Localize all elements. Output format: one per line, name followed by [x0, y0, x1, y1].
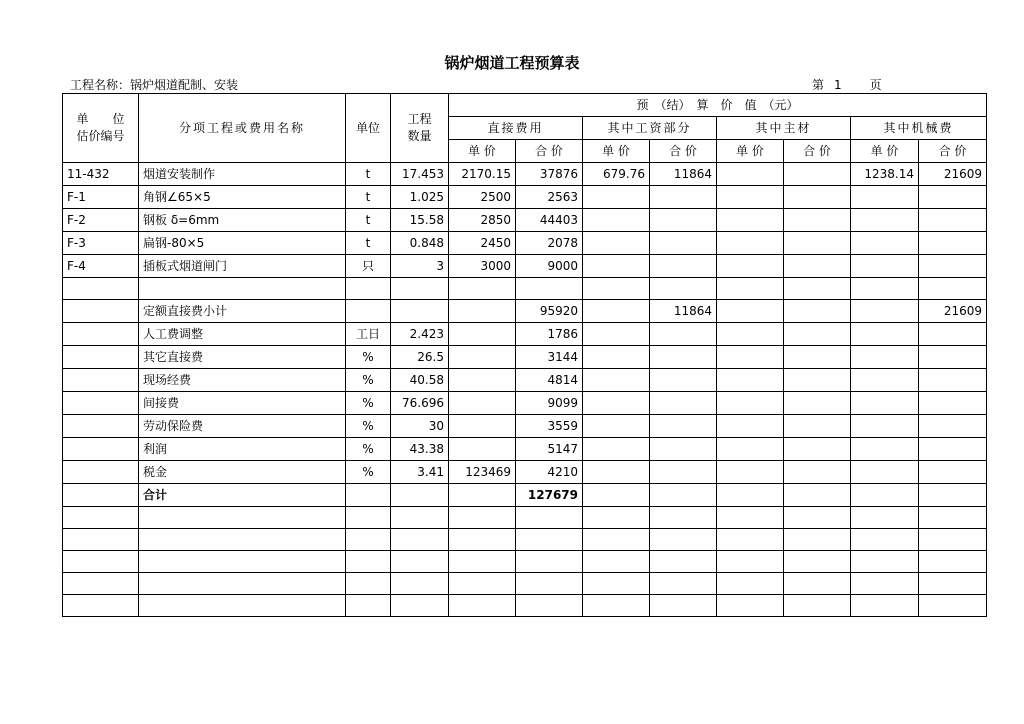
page-num: 1 [834, 78, 842, 92]
cell-code [63, 346, 139, 369]
page-label-left: 第 [812, 78, 825, 92]
cell-labor-total [650, 461, 717, 484]
document-title: 锅炉烟道工程预算表 [444, 54, 580, 72]
header-direct: 直接费用 [449, 117, 583, 140]
cell-direct-total: 3559 [516, 415, 583, 438]
cell-qty: 0.848 [391, 232, 449, 255]
table-row [63, 415, 987, 438]
cell-machine-price [851, 484, 919, 507]
cell-material-price [717, 209, 784, 232]
header-name: 分项工程或费用名称 [139, 94, 346, 163]
header-direct-total: 合 价 [516, 140, 583, 163]
cell-material-total [784, 186, 851, 209]
cell-material-price [717, 255, 784, 278]
table-row [63, 323, 987, 346]
cell-machine-total [919, 346, 987, 369]
table-row [63, 300, 987, 323]
cell-machine-total [919, 392, 987, 415]
cell-direct-total [516, 595, 583, 617]
cell-material-total [784, 529, 851, 551]
cell-machine-price [851, 415, 919, 438]
cell-direct-total: 44403 [516, 209, 583, 232]
header-labor-total: 合 价 [650, 140, 717, 163]
cell-material-total [784, 369, 851, 392]
cell-qty: 76.696 [391, 392, 449, 415]
table-row [63, 484, 987, 507]
cell-labor-total: 11864 [650, 163, 717, 186]
cell-material-total [784, 551, 851, 573]
cell-machine-total [919, 438, 987, 461]
cell-name [139, 507, 346, 529]
budget-table [62, 93, 987, 617]
cell-direct-price: 2850 [449, 209, 516, 232]
cell-name: 劳动保险费 [139, 415, 346, 438]
cell-material-total [784, 300, 851, 323]
table-row [63, 392, 987, 415]
cell-name [139, 278, 346, 300]
header-material: 其中主材 [717, 117, 851, 140]
cell-code [63, 392, 139, 415]
cell-code [63, 461, 139, 484]
cell-machine-total [919, 255, 987, 278]
cell-name: 利润 [139, 438, 346, 461]
cell-name: 税金 [139, 461, 346, 484]
cell-machine-total [919, 595, 987, 617]
cell-direct-price: 2450 [449, 232, 516, 255]
cell-machine-price: 1238.14 [851, 163, 919, 186]
cell-code [63, 529, 139, 551]
cell-direct-price: 2170.15 [449, 163, 516, 186]
header-value-group: 预 （结） 算 价 值 （元） [449, 94, 987, 117]
page-label-right: 页 [869, 78, 882, 92]
cell-direct-total [516, 507, 583, 529]
cell-direct-price [449, 484, 516, 507]
table-row [63, 529, 987, 551]
cell-machine-price [851, 438, 919, 461]
cell-unit [346, 507, 391, 529]
table-row [63, 232, 987, 255]
cell-qty [391, 573, 449, 595]
cell-material-price [717, 529, 784, 551]
cell-material-price [717, 186, 784, 209]
project-name: 工程名称：锅炉烟道配制、安装 [70, 78, 239, 92]
cell-machine-total [919, 461, 987, 484]
cell-machine-total [919, 369, 987, 392]
cell-machine-price [851, 573, 919, 595]
cell-material-total [784, 255, 851, 278]
cell-direct-price: 2500 [449, 186, 516, 209]
cell-qty: 3.41 [391, 461, 449, 484]
cell-labor-total [650, 278, 717, 300]
cell-direct-total [516, 551, 583, 573]
cell-name [139, 529, 346, 551]
cell-labor-total [650, 232, 717, 255]
cell-direct-price: 123469 [449, 461, 516, 484]
header-direct-price: 单 价 [449, 140, 516, 163]
cell-material-price [717, 507, 784, 529]
cell-unit: % [346, 461, 391, 484]
cell-unit: % [346, 392, 391, 415]
cell-machine-total: 21609 [919, 300, 987, 323]
cell-material-price [717, 278, 784, 300]
table-body [63, 163, 987, 617]
cell-labor-price: 679.76 [583, 163, 650, 186]
cell-machine-price [851, 369, 919, 392]
table-row [63, 573, 987, 595]
cell-unit: t [346, 209, 391, 232]
cell-machine-price [851, 186, 919, 209]
cell-material-price [717, 415, 784, 438]
cell-machine-total [919, 415, 987, 438]
cell-labor-total [650, 392, 717, 415]
cell-material-price [717, 323, 784, 346]
cell-code: 11-432 [63, 163, 139, 186]
cell-name: 烟道安装制作 [139, 163, 346, 186]
cell-material-price [717, 392, 784, 415]
cell-name [139, 573, 346, 595]
cell-labor-price [583, 232, 650, 255]
cell-direct-price [449, 551, 516, 573]
cell-labor-total [650, 573, 717, 595]
cell-unit [346, 300, 391, 323]
cell-name: 角钢∠65×5 [139, 186, 346, 209]
cell-material-total [784, 232, 851, 255]
cell-code: F-3 [63, 232, 139, 255]
cell-labor-price [583, 323, 650, 346]
cell-qty: 43.38 [391, 438, 449, 461]
cell-direct-total: 4210 [516, 461, 583, 484]
cell-unit [346, 573, 391, 595]
cell-material-total [784, 595, 851, 617]
cell-unit: % [346, 415, 391, 438]
header-machine: 其中机械费 [851, 117, 987, 140]
cell-machine-price [851, 595, 919, 617]
cell-machine-price [851, 461, 919, 484]
cell-machine-total [919, 573, 987, 595]
table-row [63, 163, 987, 186]
cell-material-price [717, 232, 784, 255]
cell-unit: % [346, 369, 391, 392]
cell-machine-total [919, 232, 987, 255]
cell-material-total [784, 573, 851, 595]
header-material-total: 合 价 [784, 140, 851, 163]
cell-machine-total: 21609 [919, 163, 987, 186]
cell-labor-price [583, 484, 650, 507]
cell-machine-total [919, 209, 987, 232]
cell-qty [391, 551, 449, 573]
cell-code [63, 415, 139, 438]
cell-labor-price [583, 369, 650, 392]
cell-labor-total [650, 595, 717, 617]
cell-name: 现场经费 [139, 369, 346, 392]
cell-material-total [784, 507, 851, 529]
cell-direct-price [449, 323, 516, 346]
cell-labor-total: 11864 [650, 300, 717, 323]
cell-material-total [784, 461, 851, 484]
cell-code [63, 323, 139, 346]
cell-labor-total [650, 255, 717, 278]
cell-machine-total [919, 529, 987, 551]
cell-qty: 30 [391, 415, 449, 438]
cell-machine-price [851, 507, 919, 529]
cell-name [139, 595, 346, 617]
cell-material-price [717, 461, 784, 484]
cell-unit: 工日 [346, 323, 391, 346]
header-material-price: 单 价 [717, 140, 784, 163]
cell-qty [391, 278, 449, 300]
cell-labor-price [583, 507, 650, 529]
cell-qty [391, 300, 449, 323]
cell-material-total [784, 415, 851, 438]
cell-machine-total [919, 278, 987, 300]
cell-name [139, 551, 346, 573]
cell-direct-total: 95920 [516, 300, 583, 323]
cell-labor-total [650, 507, 717, 529]
header-unit: 单位 [346, 94, 391, 163]
cell-labor-price [583, 278, 650, 300]
cell-material-price [717, 438, 784, 461]
cell-code [63, 595, 139, 617]
cell-labor-total [650, 323, 717, 346]
table-row [63, 369, 987, 392]
cell-machine-total [919, 484, 987, 507]
cell-direct-total [516, 529, 583, 551]
cell-machine-price [851, 529, 919, 551]
cell-machine-price [851, 346, 919, 369]
cell-labor-total [650, 438, 717, 461]
cell-labor-price [583, 415, 650, 438]
cell-code [63, 369, 139, 392]
cell-unit: % [346, 438, 391, 461]
cell-direct-price [449, 346, 516, 369]
header-labor-price: 单 价 [583, 140, 650, 163]
cell-qty: 26.5 [391, 346, 449, 369]
cell-code [63, 438, 139, 461]
cell-labor-price [583, 461, 650, 484]
cell-machine-price [851, 232, 919, 255]
cell-name: 扁钢-80×5 [139, 232, 346, 255]
cell-material-total [784, 392, 851, 415]
header-machine-price: 单 价 [851, 140, 919, 163]
cell-direct-price [449, 529, 516, 551]
cell-labor-price [583, 551, 650, 573]
cell-direct-price [449, 507, 516, 529]
cell-unit [346, 551, 391, 573]
cell-unit [346, 484, 391, 507]
cell-direct-total: 9099 [516, 392, 583, 415]
cell-direct-price [449, 595, 516, 617]
cell-unit [346, 278, 391, 300]
cell-direct-total: 9000 [516, 255, 583, 278]
cell-material-price [717, 346, 784, 369]
cell-code [63, 484, 139, 507]
cell-name: 其它直接费 [139, 346, 346, 369]
cell-qty: 15.58 [391, 209, 449, 232]
cell-direct-total: 127679 [516, 484, 583, 507]
cell-labor-price [583, 573, 650, 595]
cell-labor-price [583, 186, 650, 209]
table-row [63, 346, 987, 369]
cell-name: 人工费调整 [139, 323, 346, 346]
cell-machine-price [851, 255, 919, 278]
cell-name: 定额直接费小计 [139, 300, 346, 323]
cell-material-total [784, 323, 851, 346]
cell-code [63, 551, 139, 573]
cell-direct-total: 2563 [516, 186, 583, 209]
cell-direct-price [449, 573, 516, 595]
cell-labor-price [583, 300, 650, 323]
cell-code: F-1 [63, 186, 139, 209]
cell-material-price [717, 484, 784, 507]
page-number [812, 76, 882, 93]
cell-direct-total: 3144 [516, 346, 583, 369]
cell-direct-total [516, 573, 583, 595]
cell-material-total [784, 438, 851, 461]
cell-unit [346, 529, 391, 551]
cell-material-total [784, 278, 851, 300]
cell-code [63, 278, 139, 300]
cell-direct-price [449, 369, 516, 392]
table-row [63, 209, 987, 232]
cell-machine-price [851, 300, 919, 323]
cell-qty: 1.025 [391, 186, 449, 209]
cell-material-price [717, 595, 784, 617]
table-row [63, 438, 987, 461]
cell-unit: % [346, 346, 391, 369]
cell-direct-price [449, 415, 516, 438]
cell-name: 插板式烟道闸门 [139, 255, 346, 278]
cell-material-total [784, 209, 851, 232]
header-code: 单 位 估价编号 [63, 94, 139, 163]
header-qty: 工程 数量 [391, 94, 449, 163]
cell-direct-price [449, 438, 516, 461]
cell-labor-total [650, 551, 717, 573]
cell-material-total [784, 346, 851, 369]
cell-qty [391, 484, 449, 507]
cell-direct-total: 4814 [516, 369, 583, 392]
cell-direct-price: 3000 [449, 255, 516, 278]
cell-labor-total [650, 209, 717, 232]
cell-direct-total [516, 278, 583, 300]
table-row [63, 255, 987, 278]
cell-code: F-2 [63, 209, 139, 232]
cell-machine-price [851, 278, 919, 300]
cell-material-price [717, 300, 784, 323]
cell-qty [391, 529, 449, 551]
cell-code [63, 507, 139, 529]
cell-unit: t [346, 232, 391, 255]
cell-name: 钢板 δ=6mm [139, 209, 346, 232]
cell-qty [391, 595, 449, 617]
cell-name: 合计 [139, 484, 346, 507]
cell-qty: 40.58 [391, 369, 449, 392]
cell-direct-total: 2078 [516, 232, 583, 255]
cell-machine-price [851, 209, 919, 232]
cell-labor-price [583, 438, 650, 461]
cell-material-total [784, 163, 851, 186]
table-row [63, 507, 987, 529]
cell-labor-price [583, 595, 650, 617]
cell-labor-total [650, 415, 717, 438]
cell-qty: 17.453 [391, 163, 449, 186]
cell-machine-price [851, 392, 919, 415]
header-machine-total: 合 价 [919, 140, 987, 163]
cell-code: F-4 [63, 255, 139, 278]
cell-material-price [717, 369, 784, 392]
cell-machine-total [919, 507, 987, 529]
cell-labor-total [650, 346, 717, 369]
cell-material-price [717, 573, 784, 595]
cell-labor-price [583, 392, 650, 415]
cell-direct-total: 5147 [516, 438, 583, 461]
cell-machine-price [851, 551, 919, 573]
cell-direct-price [449, 392, 516, 415]
cell-machine-price [851, 323, 919, 346]
cell-qty: 2.423 [391, 323, 449, 346]
table-row [63, 595, 987, 617]
cell-code [63, 300, 139, 323]
cell-direct-total: 1786 [516, 323, 583, 346]
cell-unit: t [346, 186, 391, 209]
cell-material-price [717, 163, 784, 186]
cell-labor-total [650, 529, 717, 551]
cell-qty [391, 507, 449, 529]
cell-material-total [784, 484, 851, 507]
cell-code [63, 573, 139, 595]
cell-machine-total [919, 186, 987, 209]
cell-qty: 3 [391, 255, 449, 278]
cell-labor-total [650, 186, 717, 209]
cell-material-price [717, 551, 784, 573]
cell-machine-total [919, 323, 987, 346]
cell-labor-price [583, 529, 650, 551]
cell-unit: t [346, 163, 391, 186]
cell-labor-price [583, 346, 650, 369]
cell-labor-price [583, 209, 650, 232]
cell-labor-total [650, 369, 717, 392]
cell-labor-total [650, 484, 717, 507]
cell-machine-total [919, 551, 987, 573]
cell-unit [346, 595, 391, 617]
table-row [63, 278, 987, 300]
table-row [63, 461, 987, 484]
cell-unit: 只 [346, 255, 391, 278]
table-row [63, 551, 987, 573]
cell-direct-price [449, 300, 516, 323]
table-row [63, 186, 987, 209]
header-labor: 其中工资部分 [583, 117, 717, 140]
cell-direct-price [449, 278, 516, 300]
cell-direct-total: 37876 [516, 163, 583, 186]
cell-name: 间接费 [139, 392, 346, 415]
cell-labor-price [583, 255, 650, 278]
